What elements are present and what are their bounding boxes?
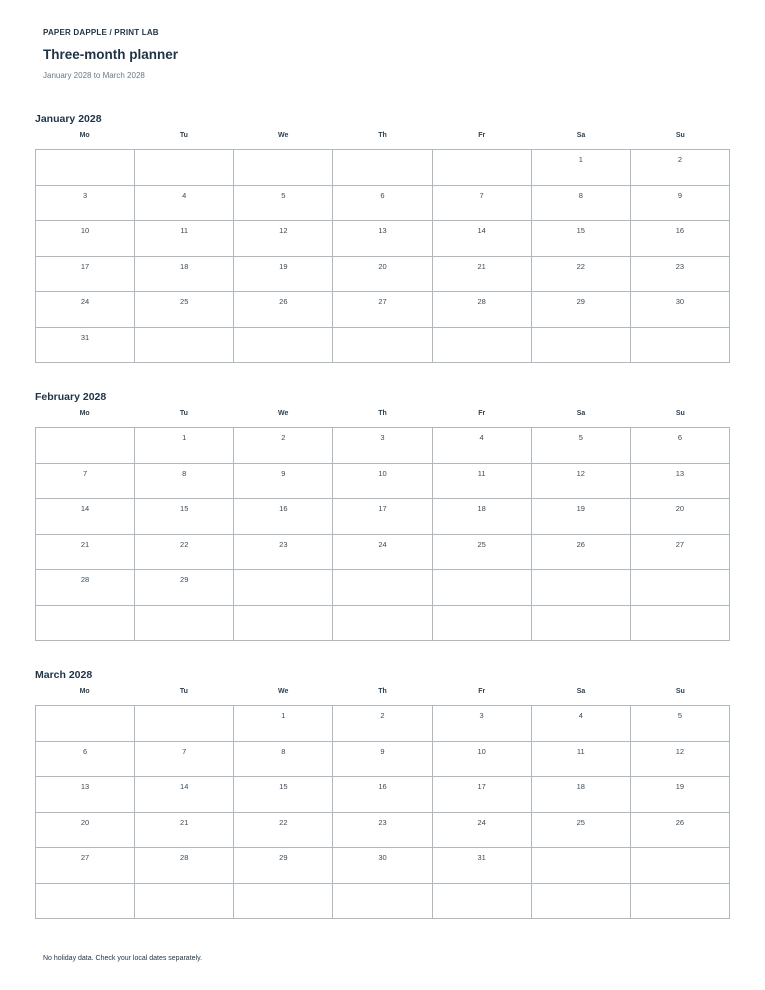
calendar-grid: [35, 705, 730, 919]
calendar-day-cell: 24: [36, 292, 135, 328]
calendar-day-cell: 29: [234, 848, 333, 884]
calendar-day-cell: 19: [631, 777, 730, 813]
calendar-day-cell: 23: [631, 257, 730, 293]
calendar-empty-cell: [333, 150, 432, 186]
weekday-label: We: [278, 688, 289, 695]
calendar-day-cell: 3: [333, 428, 432, 464]
calendar-day-cell: 24: [433, 813, 532, 849]
calendar-empty-cell: [333, 884, 432, 920]
calendar-day-cell: 2: [234, 428, 333, 464]
weekday-label: Mo: [79, 132, 90, 139]
calendar-day-cell: 9: [234, 464, 333, 500]
calendar-day-cell: 16: [631, 221, 730, 257]
calendar-empty-cell: [532, 328, 631, 364]
calendar-day-cell: 20: [333, 257, 432, 293]
calendar-day-cell: 30: [631, 292, 730, 328]
calendar-grid: [35, 149, 730, 363]
weekday-label: Fr: [478, 132, 486, 139]
calendar-day-cell: 18: [532, 777, 631, 813]
calendar-day-cell: 15: [532, 221, 631, 257]
weekday-label: Th: [378, 688, 387, 695]
weekday-label: We: [278, 410, 289, 417]
calendar-empty-cell: [36, 706, 135, 742]
weekday-label: Sa: [576, 132, 586, 139]
weekday-label: Sa: [576, 688, 586, 695]
calendar-day-cell: 8: [532, 186, 631, 222]
calendar-day-cell: 20: [36, 813, 135, 849]
calendar-grid: [35, 427, 730, 641]
calendar-empty-cell: [532, 848, 631, 884]
calendar-day-cell: 4: [135, 186, 234, 222]
calendar-day-cell: 9: [631, 186, 730, 222]
calendar-empty-cell: [631, 884, 730, 920]
calendar-empty-cell: [234, 606, 333, 642]
calendar-day-cell: 14: [36, 499, 135, 535]
calendar-day-cell: 21: [433, 257, 532, 293]
calendar-day-cell: 25: [532, 813, 631, 849]
calendar-empty-cell: [135, 328, 234, 364]
calendar-empty-cell: [135, 706, 234, 742]
calendar-empty-cell: [234, 328, 333, 364]
calendar-day-cell: 22: [135, 535, 234, 571]
calendar-day-cell: 28: [36, 570, 135, 606]
calendar-day-cell: 7: [135, 742, 234, 778]
calendar-day-cell: 7: [433, 186, 532, 222]
weekday-label: Fr: [478, 410, 486, 417]
calendar-day-cell: 7: [36, 464, 135, 500]
calendar-day-cell: 5: [532, 428, 631, 464]
weekday-label: Th: [378, 132, 387, 139]
date-range-subtitle: January 2028 to March 2028: [43, 71, 145, 80]
weekday-label: We: [278, 132, 289, 139]
calendar-empty-cell: [36, 150, 135, 186]
calendar-day-cell: 15: [135, 499, 234, 535]
calendar-day-cell: 27: [333, 292, 432, 328]
calendar-day-cell: 4: [433, 428, 532, 464]
calendar-day-cell: 13: [631, 464, 730, 500]
weekday-label: Sa: [576, 410, 586, 417]
weekday-label: Su: [675, 688, 685, 695]
calendar-day-cell: 27: [631, 535, 730, 571]
calendar-day-cell: 14: [433, 221, 532, 257]
calendar-day-cell: 6: [631, 428, 730, 464]
calendar-day-cell: 13: [333, 221, 432, 257]
weekday-label: Su: [675, 132, 685, 139]
calendar-day-cell: 16: [234, 499, 333, 535]
calendar-day-cell: 1: [532, 150, 631, 186]
calendar-day-cell: 17: [36, 257, 135, 293]
calendar-day-cell: 17: [333, 499, 432, 535]
weekday-header-row: [35, 688, 730, 695]
calendar-day-cell: 26: [532, 535, 631, 571]
calendar-empty-cell: [135, 606, 234, 642]
calendar-day-cell: 6: [333, 186, 432, 222]
calendar-day-cell: 2: [631, 150, 730, 186]
calendar-day-cell: 26: [631, 813, 730, 849]
calendar-empty-cell: [333, 570, 432, 606]
calendar-day-cell: 8: [234, 742, 333, 778]
calendar-day-cell: 16: [333, 777, 432, 813]
calendar-day-cell: 24: [333, 535, 432, 571]
calendar-day-cell: 29: [532, 292, 631, 328]
calendar-empty-cell: [433, 328, 532, 364]
calendar-day-cell: 12: [631, 742, 730, 778]
calendar-day-cell: 29: [135, 570, 234, 606]
weekday-label: Tu: [179, 132, 188, 139]
calendar-empty-cell: [135, 150, 234, 186]
weekday-label: Tu: [179, 688, 188, 695]
calendar-empty-cell: [333, 606, 432, 642]
calendar-day-cell: 22: [234, 813, 333, 849]
calendar-day-cell: 21: [135, 813, 234, 849]
calendar-day-cell: 5: [631, 706, 730, 742]
calendar-empty-cell: [532, 606, 631, 642]
weekday-label: Mo: [79, 410, 90, 417]
calendar-empty-cell: [532, 570, 631, 606]
calendar-empty-cell: [234, 150, 333, 186]
calendar-day-cell: 15: [234, 777, 333, 813]
calendar-day-cell: 11: [532, 742, 631, 778]
calendar-day-cell: 28: [433, 292, 532, 328]
calendar-day-cell: 10: [36, 221, 135, 257]
calendar-day-cell: 25: [135, 292, 234, 328]
calendar-day-cell: 31: [433, 848, 532, 884]
calendar-empty-cell: [36, 428, 135, 464]
calendar-day-cell: 6: [36, 742, 135, 778]
calendar-day-cell: 12: [234, 221, 333, 257]
month-title: February 2028: [35, 391, 107, 403]
weekday-label: Fr: [478, 688, 486, 695]
calendar-day-cell: 14: [135, 777, 234, 813]
calendar-day-cell: 23: [234, 535, 333, 571]
calendar-empty-cell: [433, 150, 532, 186]
weekday-label: Mo: [79, 688, 90, 695]
month-title: March 2028: [35, 669, 93, 681]
calendar-day-cell: 19: [234, 257, 333, 293]
calendar-day-cell: 3: [433, 706, 532, 742]
brand-label: PAPER DAPPLE / PRINT LAB: [43, 28, 159, 37]
calendar-day-cell: 9: [333, 742, 432, 778]
calendar-day-cell: 17: [433, 777, 532, 813]
calendar-day-cell: 18: [433, 499, 532, 535]
calendar-empty-cell: [631, 570, 730, 606]
calendar-empty-cell: [631, 606, 730, 642]
calendar-empty-cell: [333, 328, 432, 364]
weekday-label: Tu: [179, 410, 188, 417]
calendar-day-cell: 8: [135, 464, 234, 500]
calendar-day-cell: 20: [631, 499, 730, 535]
calendar-empty-cell: [433, 884, 532, 920]
calendar-day-cell: 19: [532, 499, 631, 535]
calendar-day-cell: 10: [433, 742, 532, 778]
calendar-day-cell: 12: [532, 464, 631, 500]
calendar-day-cell: 25: [433, 535, 532, 571]
calendar-day-cell: 11: [135, 221, 234, 257]
calendar-day-cell: 4: [532, 706, 631, 742]
calendar-day-cell: 18: [135, 257, 234, 293]
calendar-day-cell: 1: [234, 706, 333, 742]
calendar-day-cell: 1: [135, 428, 234, 464]
weekday-header-row: [35, 132, 730, 139]
calendar-empty-cell: [631, 848, 730, 884]
calendar-day-cell: 31: [36, 328, 135, 364]
calendar-day-cell: 30: [333, 848, 432, 884]
calendar-day-cell: 22: [532, 257, 631, 293]
calendar-empty-cell: [433, 570, 532, 606]
calendar-day-cell: 13: [36, 777, 135, 813]
month-title: January 2028: [35, 113, 102, 125]
calendar-empty-cell: [36, 606, 135, 642]
calendar-day-cell: 10: [333, 464, 432, 500]
calendar-empty-cell: [631, 328, 730, 364]
calendar-day-cell: 11: [433, 464, 532, 500]
weekday-label: Th: [378, 410, 387, 417]
calendar-empty-cell: [532, 884, 631, 920]
calendar-day-cell: 23: [333, 813, 432, 849]
holiday-disclaimer: No holiday data. Check your local dates separately.: [43, 955, 203, 962]
calendar-day-cell: 3: [36, 186, 135, 222]
calendar-day-cell: 21: [36, 535, 135, 571]
page-title: Three-month planner: [43, 47, 179, 62]
weekday-label: Su: [675, 410, 685, 417]
calendar-day-cell: 5: [234, 186, 333, 222]
calendar-empty-cell: [36, 884, 135, 920]
calendar-day-cell: 2: [333, 706, 432, 742]
calendar-empty-cell: [135, 884, 234, 920]
calendar-day-cell: 26: [234, 292, 333, 328]
weekday-header-row: [35, 410, 730, 417]
calendar-empty-cell: [234, 570, 333, 606]
calendar-empty-cell: [433, 606, 532, 642]
calendar-day-cell: 28: [135, 848, 234, 884]
calendar-day-cell: 27: [36, 848, 135, 884]
calendar-empty-cell: [234, 884, 333, 920]
